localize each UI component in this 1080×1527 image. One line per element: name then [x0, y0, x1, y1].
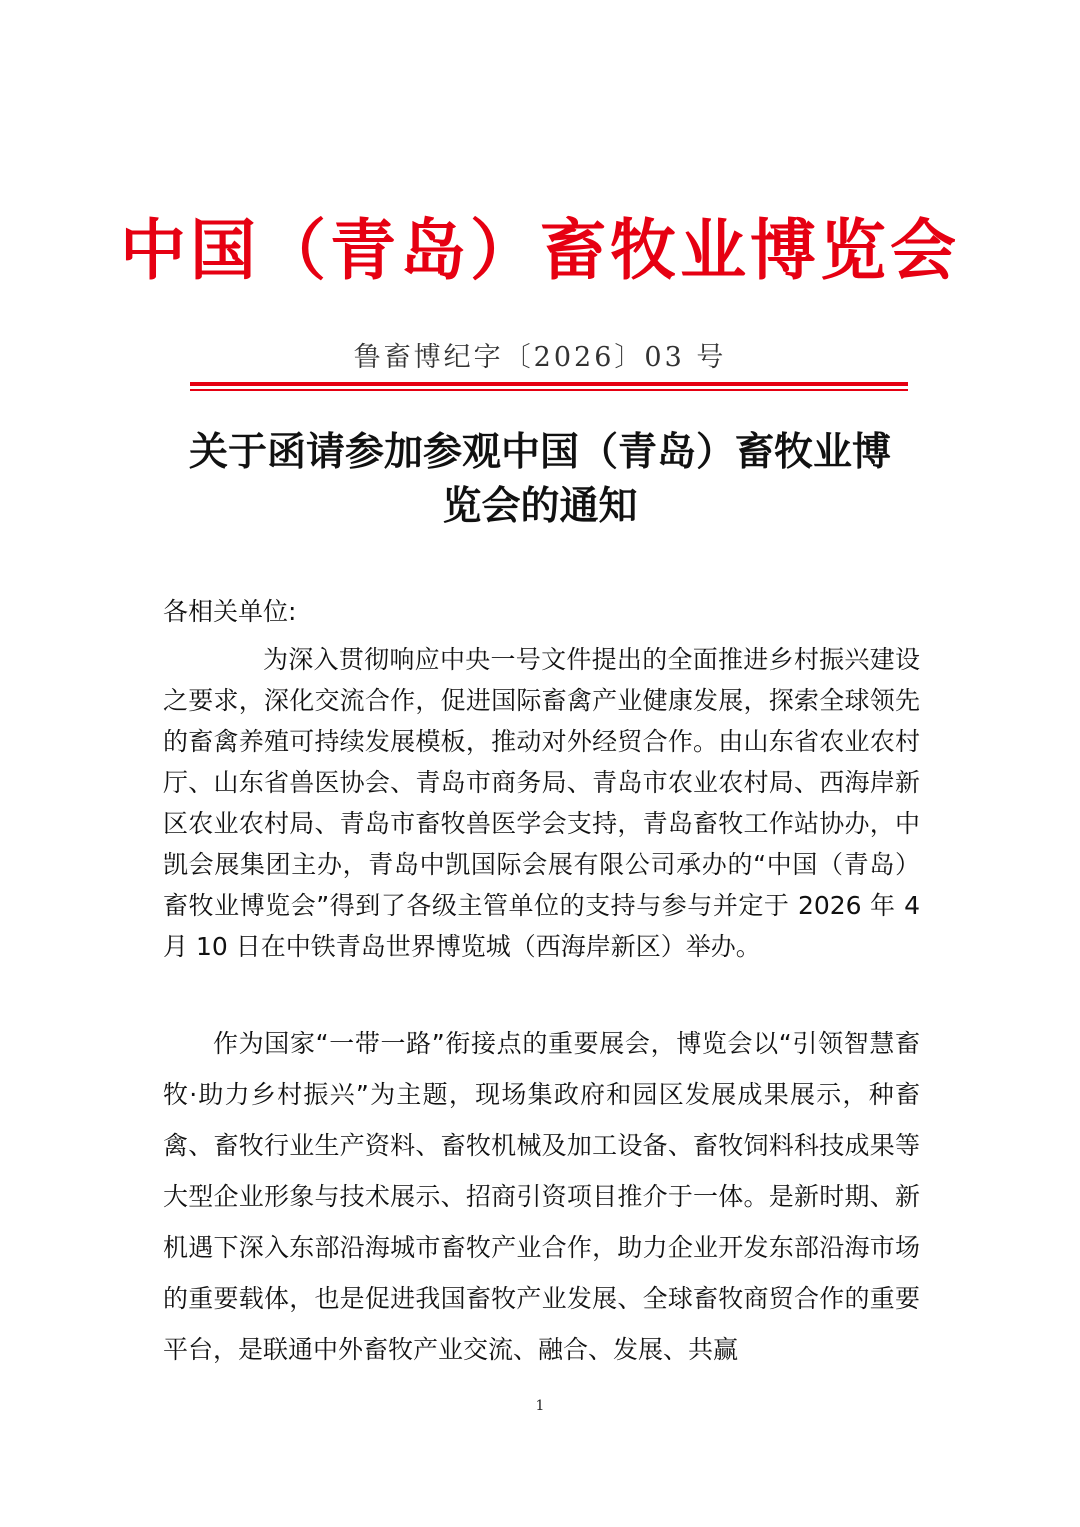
- notice-title-line1: 关于函请参加参观中国（青岛）畜牧业博: [188, 429, 891, 475]
- red-divider-thick: [190, 382, 908, 386]
- masthead-title: 中国（青岛）畜牧业博览会: [120, 211, 960, 289]
- salutation: 各相关单位:: [163, 597, 297, 626]
- body-paragraph-2: 作为国家“一带一路”衔接点的重要展会，博览会以“引领智慧畜牧·助力乡村振兴”为主题，现场集政府和园区发展成果展示，种畜禽、畜牧行业生产资料、畜牧机械及加工设备、畜牧饲料科技成果等大型企业形象与技术展示、招商引资项目推介于一体。是新时期、新机遇下深入东部沿海城市畜牧产业合作，助力企业开发东部沿海市场的重要载体，也是促进我国畜牧产业发展、全球畜牧商贸合作的重要平台，是联通中外畜牧产业交流、融合、发展、共赢: [163, 1029, 920, 1364]
- notice-title: [160, 425, 920, 533]
- body-paragraph-1: 为深入贯彻响应中央一号文件提出的全面推进乡村振兴建设之要求，深化交流合作，促进国际畜禽产业健康发展，探索全球领先的畜禽养殖可持续发展模板，推动对外经贸合作。由山东省农业农村厅、山东省兽医协会、青岛市商务局、青岛市农业农村局、西海岸新区农业农村局、青岛市畜牧兽医学会支持，青岛畜牧工作站协办，中凯会展集团主办，青岛中凯国际会展有限公司承办的“中国（青岛）畜牧业博览会”得到了各级主管单位的支持与参与并定于 2026 年 4 月 10 日在中铁青岛世界博览城（西海岸新区）举办。: [163, 645, 920, 961]
- document-number: 鲁畜博纪字〔2026〕03 号: [353, 342, 727, 373]
- notice-title-line2: 览会的通知: [442, 483, 638, 529]
- red-divider-thin: [190, 389, 908, 391]
- page-number: 1: [535, 1398, 545, 1414]
